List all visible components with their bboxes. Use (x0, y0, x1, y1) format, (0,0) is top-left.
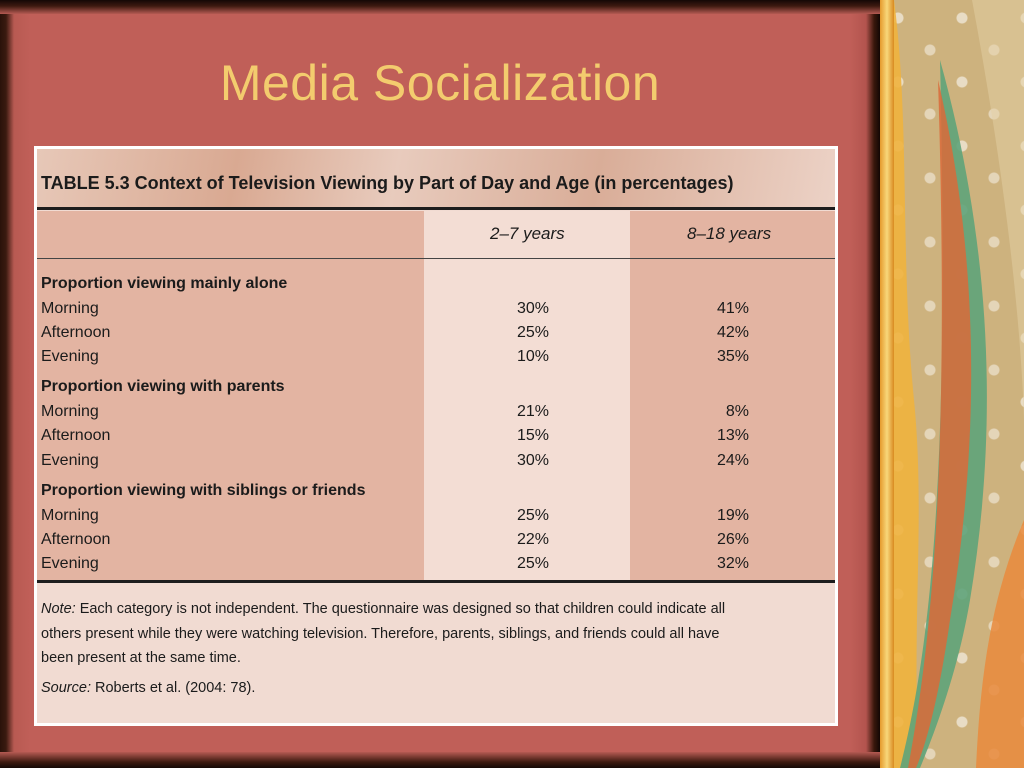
decorative-leaves-art (880, 0, 1024, 768)
section-heading-alone: Proportion viewing mainly alone (41, 275, 288, 292)
caption-rule (37, 207, 835, 210)
cell-value: 15% (516, 427, 549, 444)
table-caption: TABLE 5.3 Context of Television Viewing by Part of Day and Age (in percentages) (41, 173, 734, 193)
row-label: Evening (41, 555, 99, 572)
cell-value: 26% (716, 531, 749, 548)
slide-title: Media Socialization (219, 55, 661, 111)
column-header-8-18: 8–18 years (687, 224, 772, 243)
cell-value: 8% (725, 403, 749, 420)
row-label: Afternoon (41, 324, 111, 341)
row-label: Evening (41, 348, 99, 365)
section-heading-siblings: Proportion viewing with siblings or friends (41, 482, 366, 499)
source-label: Source: (41, 680, 91, 696)
note-line-2: others present while they were watching television. Therefore, parents, siblings, and friends could all have (41, 626, 720, 642)
row-label: Evening (41, 452, 99, 469)
row-label: Morning (41, 300, 99, 317)
cell-value: 10% (516, 348, 549, 365)
source-text: Roberts et al. (2004: 78). (90, 680, 256, 696)
row-label: Afternoon (41, 427, 111, 444)
source-line (41, 680, 255, 696)
cell-value: 19% (716, 507, 749, 524)
cell-value: 30% (516, 452, 549, 469)
column-header-2-7: 2–7 years (490, 224, 565, 243)
cell-value: 42% (716, 324, 749, 341)
note-line-3: been present at the same time. (41, 650, 241, 666)
cell-value: 22% (516, 531, 549, 548)
row-label: Morning (41, 507, 99, 524)
bottom-rule (37, 580, 835, 583)
cell-value: 30% (516, 300, 549, 317)
cell-value: 13% (716, 427, 749, 444)
cell-value: 32% (716, 555, 749, 572)
cell-value: 21% (516, 403, 549, 420)
table-body (37, 149, 835, 723)
note-label: Note: (41, 601, 76, 617)
cell-value: 24% (716, 452, 749, 469)
table-image (34, 146, 838, 726)
note-text-1: Each category is not independent. The questionnaire was designed so that children could indicate all (75, 601, 726, 617)
cell-value: 25% (516, 324, 549, 341)
cell-value: 41% (716, 300, 749, 317)
cell-value: 35% (716, 348, 749, 365)
label-column (37, 211, 424, 581)
cell-value: 25% (516, 555, 549, 572)
section-heading-parents: Proportion viewing with parents (41, 378, 285, 395)
column-2-7 (424, 211, 630, 581)
cell-value: 25% (516, 507, 549, 524)
column-8-18 (630, 211, 835, 581)
header-rule (37, 258, 835, 259)
decorative-panel (880, 0, 1024, 768)
row-label: Afternoon (41, 531, 111, 548)
note-line-1 (41, 601, 725, 617)
row-label: Morning (41, 403, 99, 420)
